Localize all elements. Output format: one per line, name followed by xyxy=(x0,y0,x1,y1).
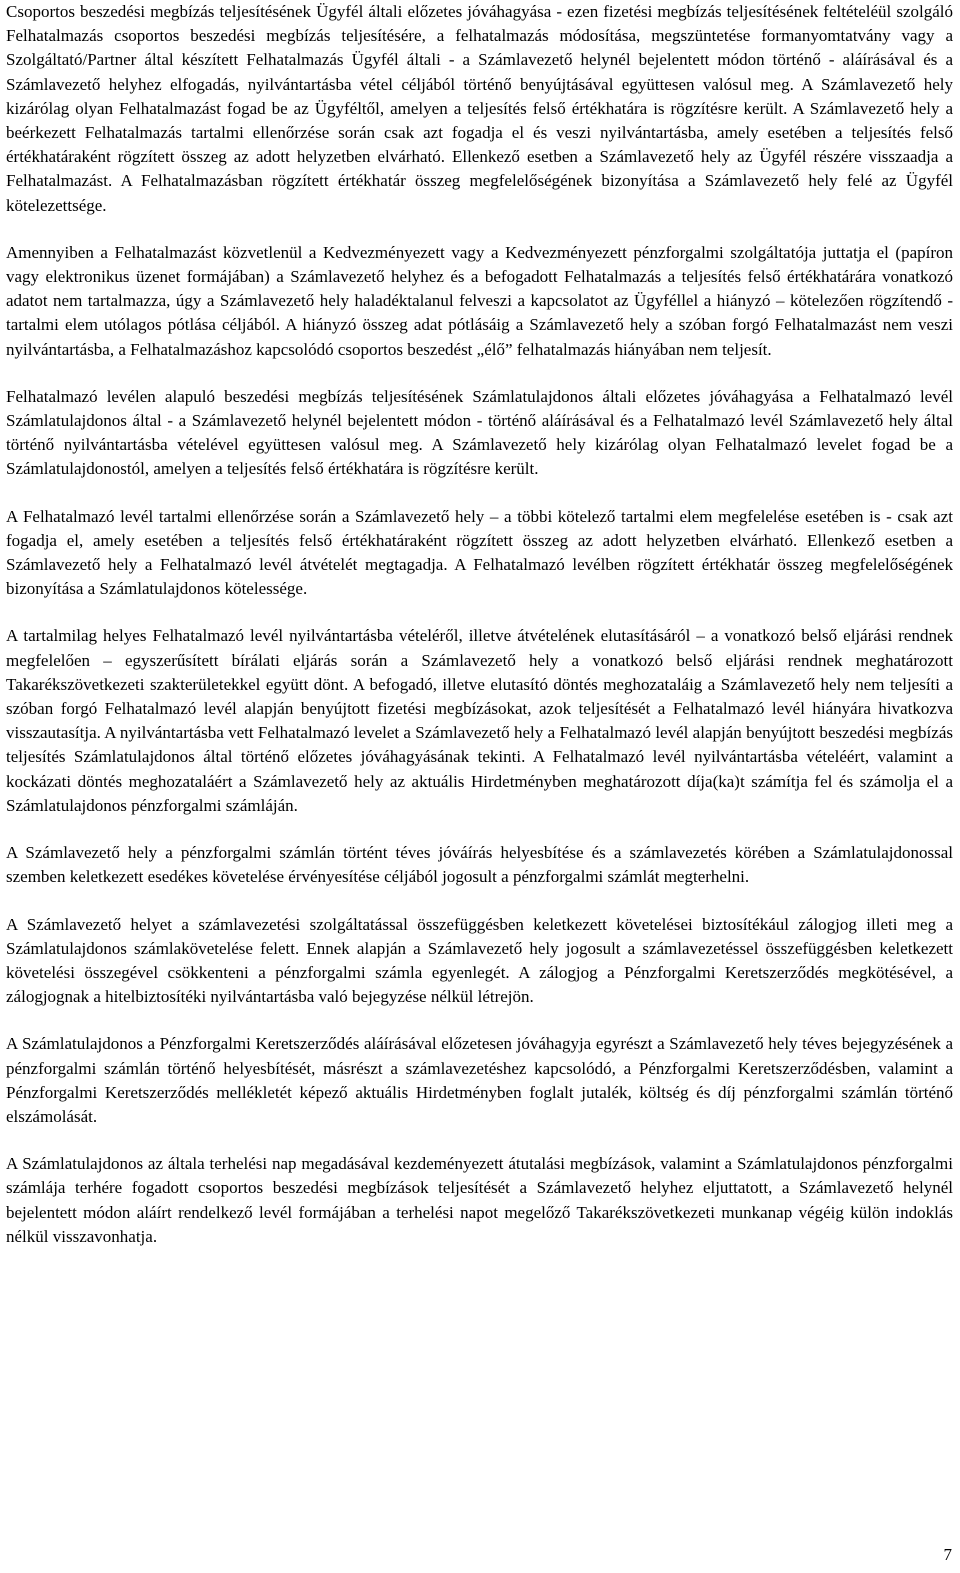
paragraph-authorization-letter: Felhatalmazó levélen alapuló beszedési megbízás teljesítésének Számlatulajdonos általi előzetes jóváhagyása a Felhatalmazó levél Számlatulajdonos által - a Számlavezető helynél bejelentett módon - történő aláírásával és a Felhatalmazó levél Számlavezető hely által történő nyilvántartásba vételével együttesen valósul meg. A Számlavezető hely kizárólag olyan Felhatalmazó levelet fogad be a Számlatulajdonostól, amelyen a teljesítés felső értékhatára is rögzítésre került. xyxy=(6,386,953,479)
paragraph-collection-approval: Csoportos beszedési megbízás teljesítésének Ügyfél általi előzetes jóváhagyása - ezen fizetési megbízás teljesítésének feltételéül szolgáló Felhatalmazás csoportos beszedési megbízás teljesítésére, a felhatalmazás módosítása, megszüntetése formanyomtatvány vagy a Szolgáltató/Partner által készített Felhatalmazás Ügyfél általi - a Számlavezető helynél bejelentett módon történő - aláírásával és a Számlavezető helyhez elfogadás, nyilvántartásba vétel céljából történő benyújtásával együttesen valósul meg. A Számlavezető hely kizárólag olyan Felhatalmazást fogad be az Ügyféltől, amelyen a teljesítés felső értékhatára is rögzítésre került. A Számlavezető hely a beérkezett Felhatalmazás tartalmi ellenőrzése során csak azt fogadja el és veszi nyilvántartásba, amely esetében a teljesítés felső értékhatáraként rögzített összeg az adott helyzetben elvárható. Ellenkező esetben a Számlavezető hely az Ügyfél részére visszaadja a Felhatalmazást. A Felhatalmazásban rögzített értékhatár összeg megfelelőségének bizonyítása a Számlavezető hely felé az Ügyfél kötelezettsége. xyxy=(6,2,953,215)
paragraph-letter-verification: A Felhatalmazó levél tartalmi ellenőrzése során a Számlavezető hely – a többi kötelező tartalmi elem megfelelése esetében is - csak azt fogadja el, amely esetében a teljesítés felső értékhatáraként rögzített összeg az adott helyzetben elvárható. Ellenkező esetben a Számlavezető hely a Felhatalmazó levél átvételét megtagadja. A Felhatalmazó levélben rögzített értékhatár összeg megfelelőségének bizonyítása a Számlatulajdonos kötelessége. xyxy=(6,506,953,599)
page-number: 7 xyxy=(943,1545,952,1564)
paragraph-prior-consent: A Számlatulajdonos a Pénzforgalmi Keretszerződés aláírásával előzetesen jóváhagyja egyrészt a Számlavezető hely téves bejegyzésének a pénzforgalmi számlán történő helyesbítését, másrészt a számlavezetéshez kapcsolódó, a Pénzforgalmi Keretszerződésben, valamint a Pénzforgalmi Keretszerződés mellékletét képező aktuális Hirdetményben foglalt jutalék, költség és díj pénzforgalmi számlán történő elszámolását. xyxy=(6,1034,953,1126)
paragraph-lien: A Számlavezető helyet a számlavezetési szolgáltatással összefüggésben keletkezett követelései biztosítékául zálogjog illeti meg a Számlatulajdonos számlakövetelése felett. Ennek alapján a Számlavezető hely jogosult a számlavezetéssel összefüggésben keletkezett követelési összegével csökkenteni a pénzforgalmi számla egyenlegét. A zálogjog a Pénzforgalmi Keretszerződés megkötésével, a zálogjognak a hitelbiztosítéki nyilvántartásba való bejegyzése nélkül létrejön. xyxy=(6,914,953,1007)
paragraph-revocation: A Számlatulajdonos az általa terhelési nap megadásával kezdeményezett átutalási megbízások, valamint a Számlatulajdonos pénzforgalmi számlája terhére fogadott csoportos beszedési megbízások teljesítését a Számlavezető helyhez eljuttatott, a Számlavezető helynél bejelentett módon aláírt rendelkező levél formájában a terhelési napot megelőző Takarékszövetkezeti munkanap végéig külön indoklás nélkül visszavonhatja. xyxy=(6,1154,953,1246)
document-page xyxy=(6,0,953,1272)
paragraph-missing-limit: Amennyiben a Felhatalmazást közvetlenül a Kedvezményezett vagy a Kedvezményezett pénzforgalmi szolgáltatója juttatja el (papíron vagy elektronikus üzenet formájában) a Számlavezető helyhez és a befogadott Felhatalmazás a teljesítés felső értékhatárára vonatkozó adatot nem tartalmazza, úgy a Számlavezető hely haladéktalanul felveszi a kapcsolatot az Ügyféllel a hiányzó – kötelezően rögzítendő - tartalmi elem utólagos pótlása céljából. A hiányzó összeg adat pótlásáig a Számlavezető hely a szóban forgó Felhatalmazást nem veszi nyilvántartásba, a Felhatalmazáshoz kapcsolódó csoportos beszedést „élő” felhatalmazás hiányában nem teljesít. xyxy=(6,242,953,359)
paragraph-registration-decision: A tartalmilag helyes Felhatalmazó levél nyilvántartásba vételéről, illetve átvételének elutasításáról – a vonatkozó belső eljárási rendnek megfelelően – egyszerűsített bírálati eljárás során a Számlavezető hely a vonatkozó belső eljárási rendnek meghatározott Takarékszövetkezeti szakterületekkel együtt dönt. A befogadó, illetve elutasító döntés meghozataláig a Számlavezető hely nem teljesíti a szóban forgó Felhatalmazó levél alapján benyújtott fizetési megbízásokat, azok teljesítését a Felhatalmazó levél hiányára hivatkozva visszautasítja. A nyilvántartásba vett Felhatalmazó levelet a Számlavezető hely a Felhatalmazó levél alapján benyújtott beszedési megbízás teljesítés Számlatulajdonos által történő előzetes jóváhagyásának tekinti. A Felhatalmazó levél nyilvántartásba vételéért, valamint a kockázati döntés meghozataláért a Számlavezető hely az aktuális Hirdetményben meghatározott díja(ka)t számítja fel és számolja el a Számlatulajdonos pénzforgalmi számláján. xyxy=(6,626,953,815)
paragraph-erroneous-credit: A Számlavezető hely a pénzforgalmi számlán történt téves jóváírás helyesbítése és a számlavezetés körében a Számlatulajdonossal szemben keletkezett esedékes követelése érvényesítése céljából jogosult a pénzforgalmi számlát megterhelni. xyxy=(6,843,953,887)
